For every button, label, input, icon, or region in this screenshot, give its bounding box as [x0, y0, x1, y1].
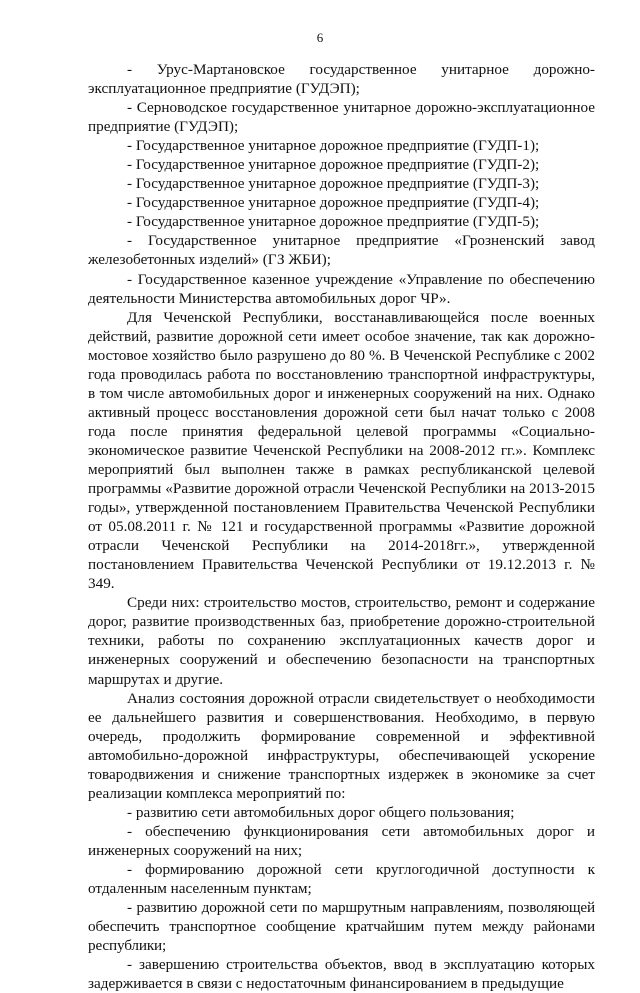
page-number: 6: [316, 30, 324, 45]
body-paragraph: Для Чеченской Республики, восстанавливающейся после военных действий, развитие дорожной сети имеет особое значение, так как дорожно-мостовое хозяйство было разрушено до 80 %. В Чеченской Республике с 2002 года проводилась работа по восстановлению транспортной инфраструктуры, в том числе автомобильных дорог и инженерных сооружений на них. Однако активный процесс восстановления дорожной сети был начат только с 2008 года после принятия федеральной целевой программы «Социально-экономическое развитие Чеченской Республики на 2008-2012 гг.». Комплекс мероприятий был выполнен также в рамках республиканской целевой программы «Развитие дорожной отрасли Чеченской Республики на 2013-2015 годы», утвержденной постановлением Правительства Чеченской Республики от 05.08.2011 г. № 121 и государственной программы «Развитие дорожной отрасли Чеченской Республики на 2014-2018гг.», утвержденной постановлением Правительства Чеченской Республики от 19.12.2013 г. № 349.: [88, 308, 595, 593]
list-item: - Государственное унитарное дорожное предприятие (ГУДП-5);: [127, 213, 540, 231]
list-item: - Государственное унитарное дорожное предприятие (ГУДП-3);: [127, 175, 540, 193]
list-item: - развитию дорожной сети по маршрутным направлениям, позволяющей обеспечить транспортное сообщение кратчайшим путем между районами республики;: [88, 899, 595, 955]
list-item: - формированию дорожной сети круглогодичной доступности к отдаленным населенным пунктам;: [88, 860, 595, 898]
list-item: - Государственное унитарное дорожное предприятие (ГУДП-2);: [127, 156, 540, 174]
body-paragraph: Анализ состояния дорожной отрасли свидетельствует о необходимости ее дальнейшего развития и совершенствования. Необходимо, в первую очередь, продолжить формирование современной и эффективной автомобильно-дорожной инфраструктуры, обеспечивающей ускорение товародвижения и снижение транспортных издержек в экономике за счет реализации комплекса мероприятий по:: [88, 689, 595, 802]
body-paragraph: Среди них: строительство мостов, строительство, ремонт и содержание дорог, развитие производственных баз, приобретение дорожно-строительной техники, работы по сохранению эксплуатационных качеств дорог и инженерных сооружений и обеспечению безопасности на транспортных маршрутах и другие.: [88, 594, 595, 688]
list-item: - Государственное унитарное дорожное предприятие (ГУДП-1);: [127, 137, 540, 155]
list-item: - Урус-Мартановское государственное унитарное дорожно-эксплуатационное предприятие (ГУДЭП);: [88, 61, 595, 98]
list-item: - обеспечению функционирования сети автомобильных дорог и инженерных сооружений на них;: [88, 822, 595, 859]
list-item: - развитию сети автомобильных дорог общего пользования;: [127, 803, 515, 821]
list-item: - завершению строительства объектов, ввод в эксплуатацию которых задерживается в связи с недостаточным финансированием в предыдущие: [88, 956, 595, 993]
document-body: [88, 60, 595, 993]
list-item: - Государственное казенное учреждение «Управление по обеспечению деятельности Министерства автомобильных дорог ЧР».: [88, 270, 595, 307]
list-item: - Серноводское государственное унитарное дорожно-эксплуатационное предприятие (ГУДЭП);: [88, 99, 595, 136]
list-item: - Государственное унитарное дорожное предприятие (ГУДП-4);: [127, 194, 540, 212]
list-item: - Государственное унитарное предприятие «Грозненский завод железобетонных изделий» (ГЗ ЖБИ);: [88, 232, 595, 269]
